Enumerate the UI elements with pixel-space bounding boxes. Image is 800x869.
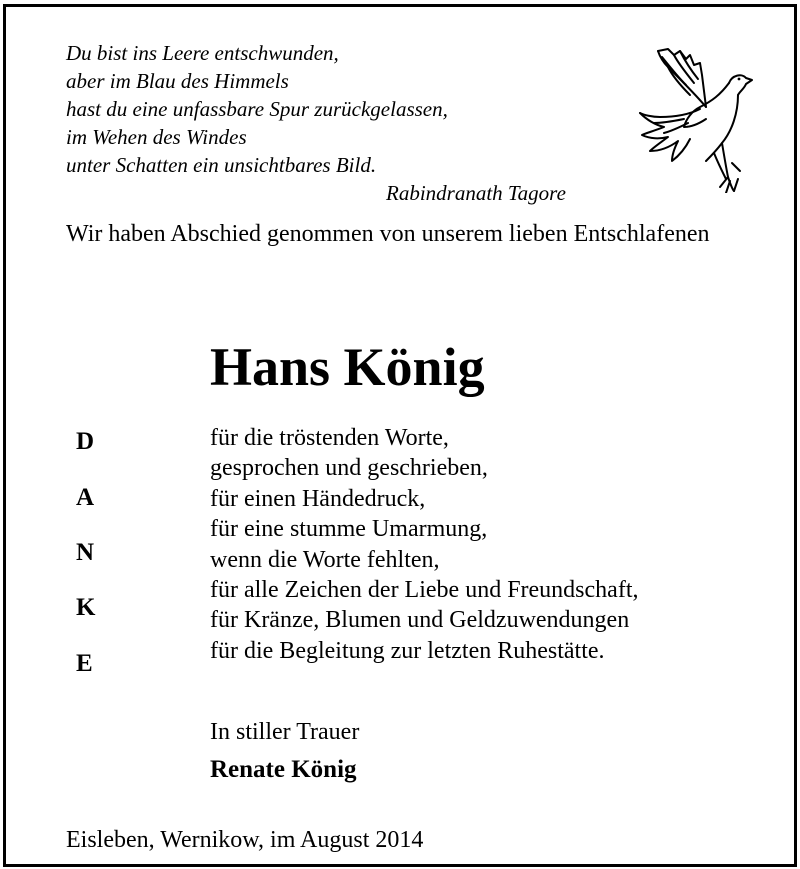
danke-letter: D: [76, 428, 95, 455]
thanks-line: wenn die Worte fehlten,: [210, 546, 440, 573]
poem-author: Rabindranath Tagore: [386, 181, 566, 205]
danke-letter: K: [76, 594, 96, 621]
danke-letter: N: [76, 539, 95, 566]
thanks-line: für eine stumme Umarmung,: [210, 516, 488, 543]
thanks-line: für einen Händedruck,: [210, 485, 426, 512]
thanks-line: für Kränze, Blumen und Geldzuwendungen: [210, 607, 630, 634]
danke-letter: E: [76, 650, 93, 677]
signer-name: Renate König: [210, 756, 357, 783]
place-date: Eisleben, Wernikow, im August 2014: [66, 827, 424, 853]
thanks-list: [210, 423, 638, 666]
poem: [66, 39, 448, 179]
thanks-line: gesprochen und geschrieben,: [210, 455, 488, 482]
poem-line: im Wehen des Windes: [66, 125, 247, 149]
danke-letter: A: [76, 484, 95, 511]
thanks-line: für die tröstenden Worte,: [210, 425, 449, 451]
poem-line: unter Schatten ein unsichtbares Bild.: [66, 153, 377, 177]
obituary-notice: [3, 4, 797, 867]
dove-icon: [634, 43, 754, 193]
thanks-line: für die Begleitung zur letzten Ruhestätte.: [210, 637, 605, 664]
poem-line: Du bist ins Leere entschwunden,: [66, 41, 339, 65]
poem-line: hast du eine unfassbare Spur zurückgelassen,: [66, 97, 448, 121]
intro-text: Wir haben Abschied genommen von unserem lieben Entschlafenen: [66, 221, 710, 247]
poem-line: aber im Blau des Himmels: [66, 69, 289, 93]
mourning-text: In stiller Trauer: [210, 719, 360, 745]
thanks-line: für alle Zeichen der Liebe und Freundschaft,: [210, 577, 639, 604]
deceased-name: Hans König: [210, 337, 485, 397]
